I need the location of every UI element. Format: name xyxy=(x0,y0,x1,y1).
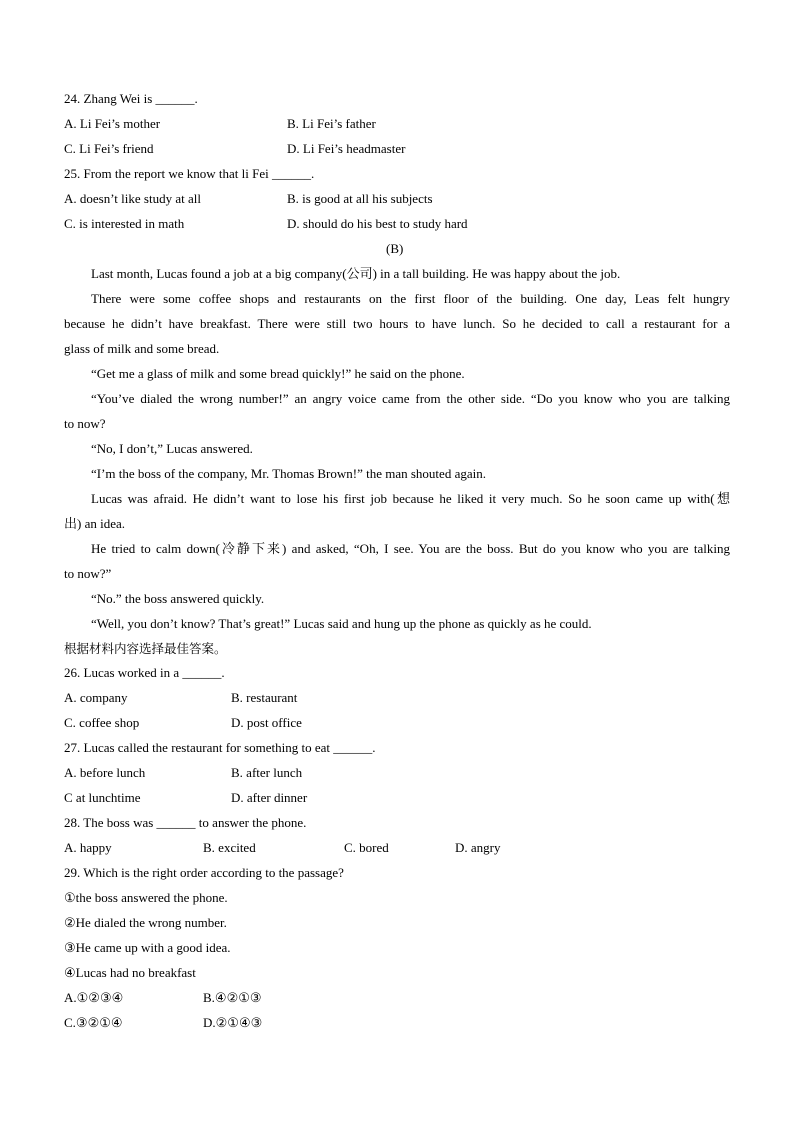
passage-line: to now?” xyxy=(64,566,112,581)
q25-option-c: C. is interested in math xyxy=(64,216,185,231)
q29-option-b: B.④②①③ xyxy=(203,990,262,1005)
q25-stem: 25. From the report we know that li Fei ______. xyxy=(64,166,315,181)
passage-line: “Well, you don’t know? That’s great!” Lucas said and hung up the phone as quickly as he could. xyxy=(91,616,592,631)
passage-line: “No.” the boss answered quickly. xyxy=(91,591,265,606)
q28-option-a: A. happy xyxy=(64,840,112,855)
passage-line: to now? xyxy=(64,416,106,431)
passage-line: There were some coffee shops and restaurants on the first floor of the building. One day, Leas felt hungry xyxy=(91,291,730,306)
q29-option-a: A.①②③④ xyxy=(64,990,124,1005)
section-b-label: (B) xyxy=(386,241,404,256)
q27-option-c: C at lunchtime xyxy=(64,790,141,805)
passage-line: “Get me a glass of milk and some bread quickly!” he said on the phone. xyxy=(91,366,465,381)
passage-line: Lucas was afraid. He didn’t want to lose his first job because he liked it very much. So he soon came up with(想 xyxy=(91,491,730,506)
q27-option-a: A. before lunch xyxy=(64,765,146,780)
q27-stem: 27. Lucas called the restaurant for something to eat ______. xyxy=(64,740,376,755)
q29-event-1: ①the boss answered the phone. xyxy=(64,890,228,905)
q27-option-b: B. after lunch xyxy=(231,765,303,780)
q28-option-d: D. angry xyxy=(455,840,501,855)
q29-option-d: D.②①④③ xyxy=(203,1015,263,1030)
q29-event-3: ③He came up with a good idea. xyxy=(64,940,231,955)
q28-option-b: B. excited xyxy=(203,840,256,855)
q29-option-c: C.③②①④ xyxy=(64,1015,123,1030)
q24-option-b: B. Li Fei’s father xyxy=(287,116,376,131)
q25-option-d: D. should do his best to study hard xyxy=(287,216,468,231)
q26-stem: 26. Lucas worked in a ______. xyxy=(64,665,225,680)
q26-option-a: A. company xyxy=(64,690,128,705)
q24-stem: 24. Zhang Wei is ______. xyxy=(64,91,198,106)
q27-option-d: D. after dinner xyxy=(231,790,308,805)
q26-option-d: D. post office xyxy=(231,715,302,730)
passage-line: because he didn’t have breakfast. There were still two hours to have lunch. So he decided to call a restaurant for a xyxy=(64,316,730,331)
passage-line: 出) an idea. xyxy=(64,516,126,531)
q29-stem: 29. Which is the right order according to the passage? xyxy=(64,865,344,880)
passage-line: “No, I don’t,” Lucas answered. xyxy=(91,441,253,456)
q24-option-c: C. Li Fei’s friend xyxy=(64,141,154,156)
q24-option-a: A. Li Fei’s mother xyxy=(64,116,161,131)
q28-option-c: C. bored xyxy=(344,840,389,855)
passage-line: Last month, Lucas found a job at a big company(公司) in a tall building. He was happy about the job. xyxy=(91,266,621,281)
q25-option-a: A. doesn’t like study at all xyxy=(64,191,201,206)
q25-option-b: B. is good at all his subjects xyxy=(287,191,433,206)
passage-line: glass of milk and some bread. xyxy=(64,341,220,356)
passage-line: He tried to calm down(冷静下来) and asked, “Oh, I see. You are the boss. But do you know who you are talking xyxy=(91,541,730,556)
q26-option-b: B. restaurant xyxy=(231,690,298,705)
passage-line: “You’ve dialed the wrong number!” an angry voice came from the other side. “Do you know who you are talking xyxy=(91,391,730,406)
instruction-text: 根据材料内容选择最佳答案。 xyxy=(64,641,227,656)
q29-event-4: ④Lucas had no breakfast xyxy=(64,965,196,980)
passage-line: “I’m the boss of the company, Mr. Thomas Brown!” the man shouted again. xyxy=(91,466,486,481)
q24-option-d: D. Li Fei’s headmaster xyxy=(287,141,406,156)
q29-event-2: ②He dialed the wrong number. xyxy=(64,915,227,930)
q28-stem: 28. The boss was ______ to answer the phone. xyxy=(64,815,307,830)
q26-option-c: C. coffee shop xyxy=(64,715,140,730)
